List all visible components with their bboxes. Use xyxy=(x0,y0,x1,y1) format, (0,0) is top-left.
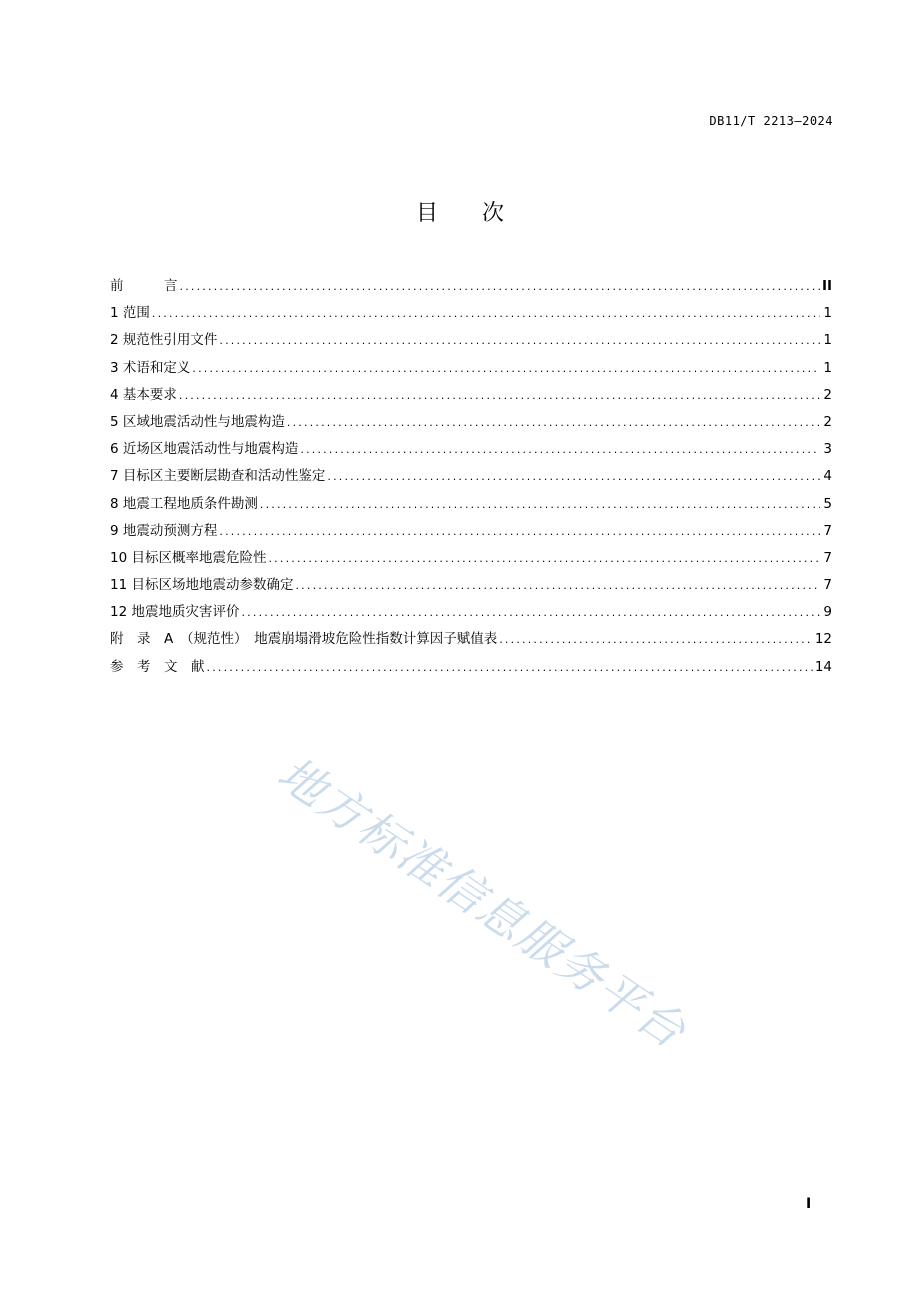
toc-leader-dots xyxy=(219,327,820,354)
toc-leader-dots xyxy=(260,491,820,518)
toc-entry-page: 14 xyxy=(814,658,832,675)
toc-entry-8[interactable] xyxy=(110,491,832,518)
toc-entry-page: 2 xyxy=(823,386,832,403)
toc-entry-label: 4 基本要求 xyxy=(110,386,177,403)
toc-entry-label: 11 目标区场地地震动参数确定 xyxy=(110,577,294,594)
toc-leader-dots xyxy=(295,572,820,599)
toc-entry-11[interactable] xyxy=(110,572,832,599)
toc-entry-label: 前 言 xyxy=(110,278,178,294)
toc-entry-label: 9 地震动预测方程 xyxy=(110,522,218,539)
toc-entry-12[interactable] xyxy=(110,599,832,626)
toc-entry-label: 参 考 文 献 xyxy=(110,658,205,675)
toc-entry-label: 8 地震工程地质条件勘测 xyxy=(110,495,258,512)
toc-entry-label: 附 录 A （规范性） 地震崩塌滑坡危险性指数计算因子赋值表 xyxy=(110,631,498,648)
toc-leader-dots xyxy=(300,436,820,463)
toc-leader-dots xyxy=(241,599,820,626)
toc-leader-dots xyxy=(152,300,820,327)
table-of-contents xyxy=(110,273,832,681)
toc-entry-3[interactable] xyxy=(110,355,832,382)
toc-leader-dots xyxy=(219,518,820,545)
toc-leader-dots xyxy=(327,463,820,490)
toc-entry-page: 3 xyxy=(823,441,832,458)
toc-entry-label: 2 规范性引用文件 xyxy=(110,332,218,349)
toc-entry-label: 12 地震地质灾害评价 xyxy=(110,604,240,621)
toc-entry-page: 1 xyxy=(823,359,832,376)
toc-entry-1[interactable] xyxy=(110,300,832,327)
toc-entry-page: 4 xyxy=(823,468,832,485)
toc-entry-page: 5 xyxy=(823,495,832,512)
watermark: 地方标准信息服务平台 xyxy=(268,745,697,1060)
page-title: 目 次 xyxy=(415,201,504,226)
toc-leader-dots xyxy=(268,545,820,572)
toc-entry-foreword[interactable] xyxy=(110,273,832,300)
toc-leader-dots xyxy=(499,626,813,653)
toc-leader-dots xyxy=(287,409,820,436)
toc-leader-dots xyxy=(192,355,820,382)
document-code: DB11/T 2213—2024 xyxy=(709,114,833,128)
toc-entry-label: 10 目标区概率地震危险性 xyxy=(110,549,267,566)
toc-entry-appendix-a[interactable] xyxy=(110,626,832,653)
toc-entry-label: 3 术语和定义 xyxy=(110,359,191,376)
toc-entry-references[interactable] xyxy=(110,654,832,681)
toc-entry-10[interactable] xyxy=(110,545,832,572)
toc-leader-dots xyxy=(180,273,820,300)
toc-entry-page: 7 xyxy=(823,522,832,539)
toc-entry-7[interactable] xyxy=(110,463,832,490)
toc-entry-page: 7 xyxy=(823,577,832,594)
toc-entry-label: 7 目标区主要断层勘查和活动性鉴定 xyxy=(110,468,326,485)
toc-entry-page: 1 xyxy=(823,332,832,349)
toc-entry-page: II xyxy=(821,278,832,294)
toc-leader-dots xyxy=(179,382,820,409)
toc-entry-4[interactable] xyxy=(110,382,832,409)
toc-entry-page: 12 xyxy=(814,631,832,648)
toc-entry-page: 9 xyxy=(823,604,832,621)
toc-entry-6[interactable] xyxy=(110,436,832,463)
toc-entry-label: 1 范围 xyxy=(110,305,150,322)
toc-entry-label: 6 近场区地震活动性与地震构造 xyxy=(110,441,299,458)
toc-entry-5[interactable] xyxy=(110,409,832,436)
toc-entry-9[interactable] xyxy=(110,518,832,545)
toc-entry-2[interactable] xyxy=(110,327,832,354)
page-number: I xyxy=(806,1196,812,1212)
toc-leader-dots xyxy=(207,654,813,681)
toc-entry-page: 1 xyxy=(823,305,832,322)
toc-entry-label: 5 区域地震活动性与地震构造 xyxy=(110,413,285,430)
toc-entry-page: 2 xyxy=(823,413,832,430)
toc-entry-page: 7 xyxy=(823,549,832,566)
